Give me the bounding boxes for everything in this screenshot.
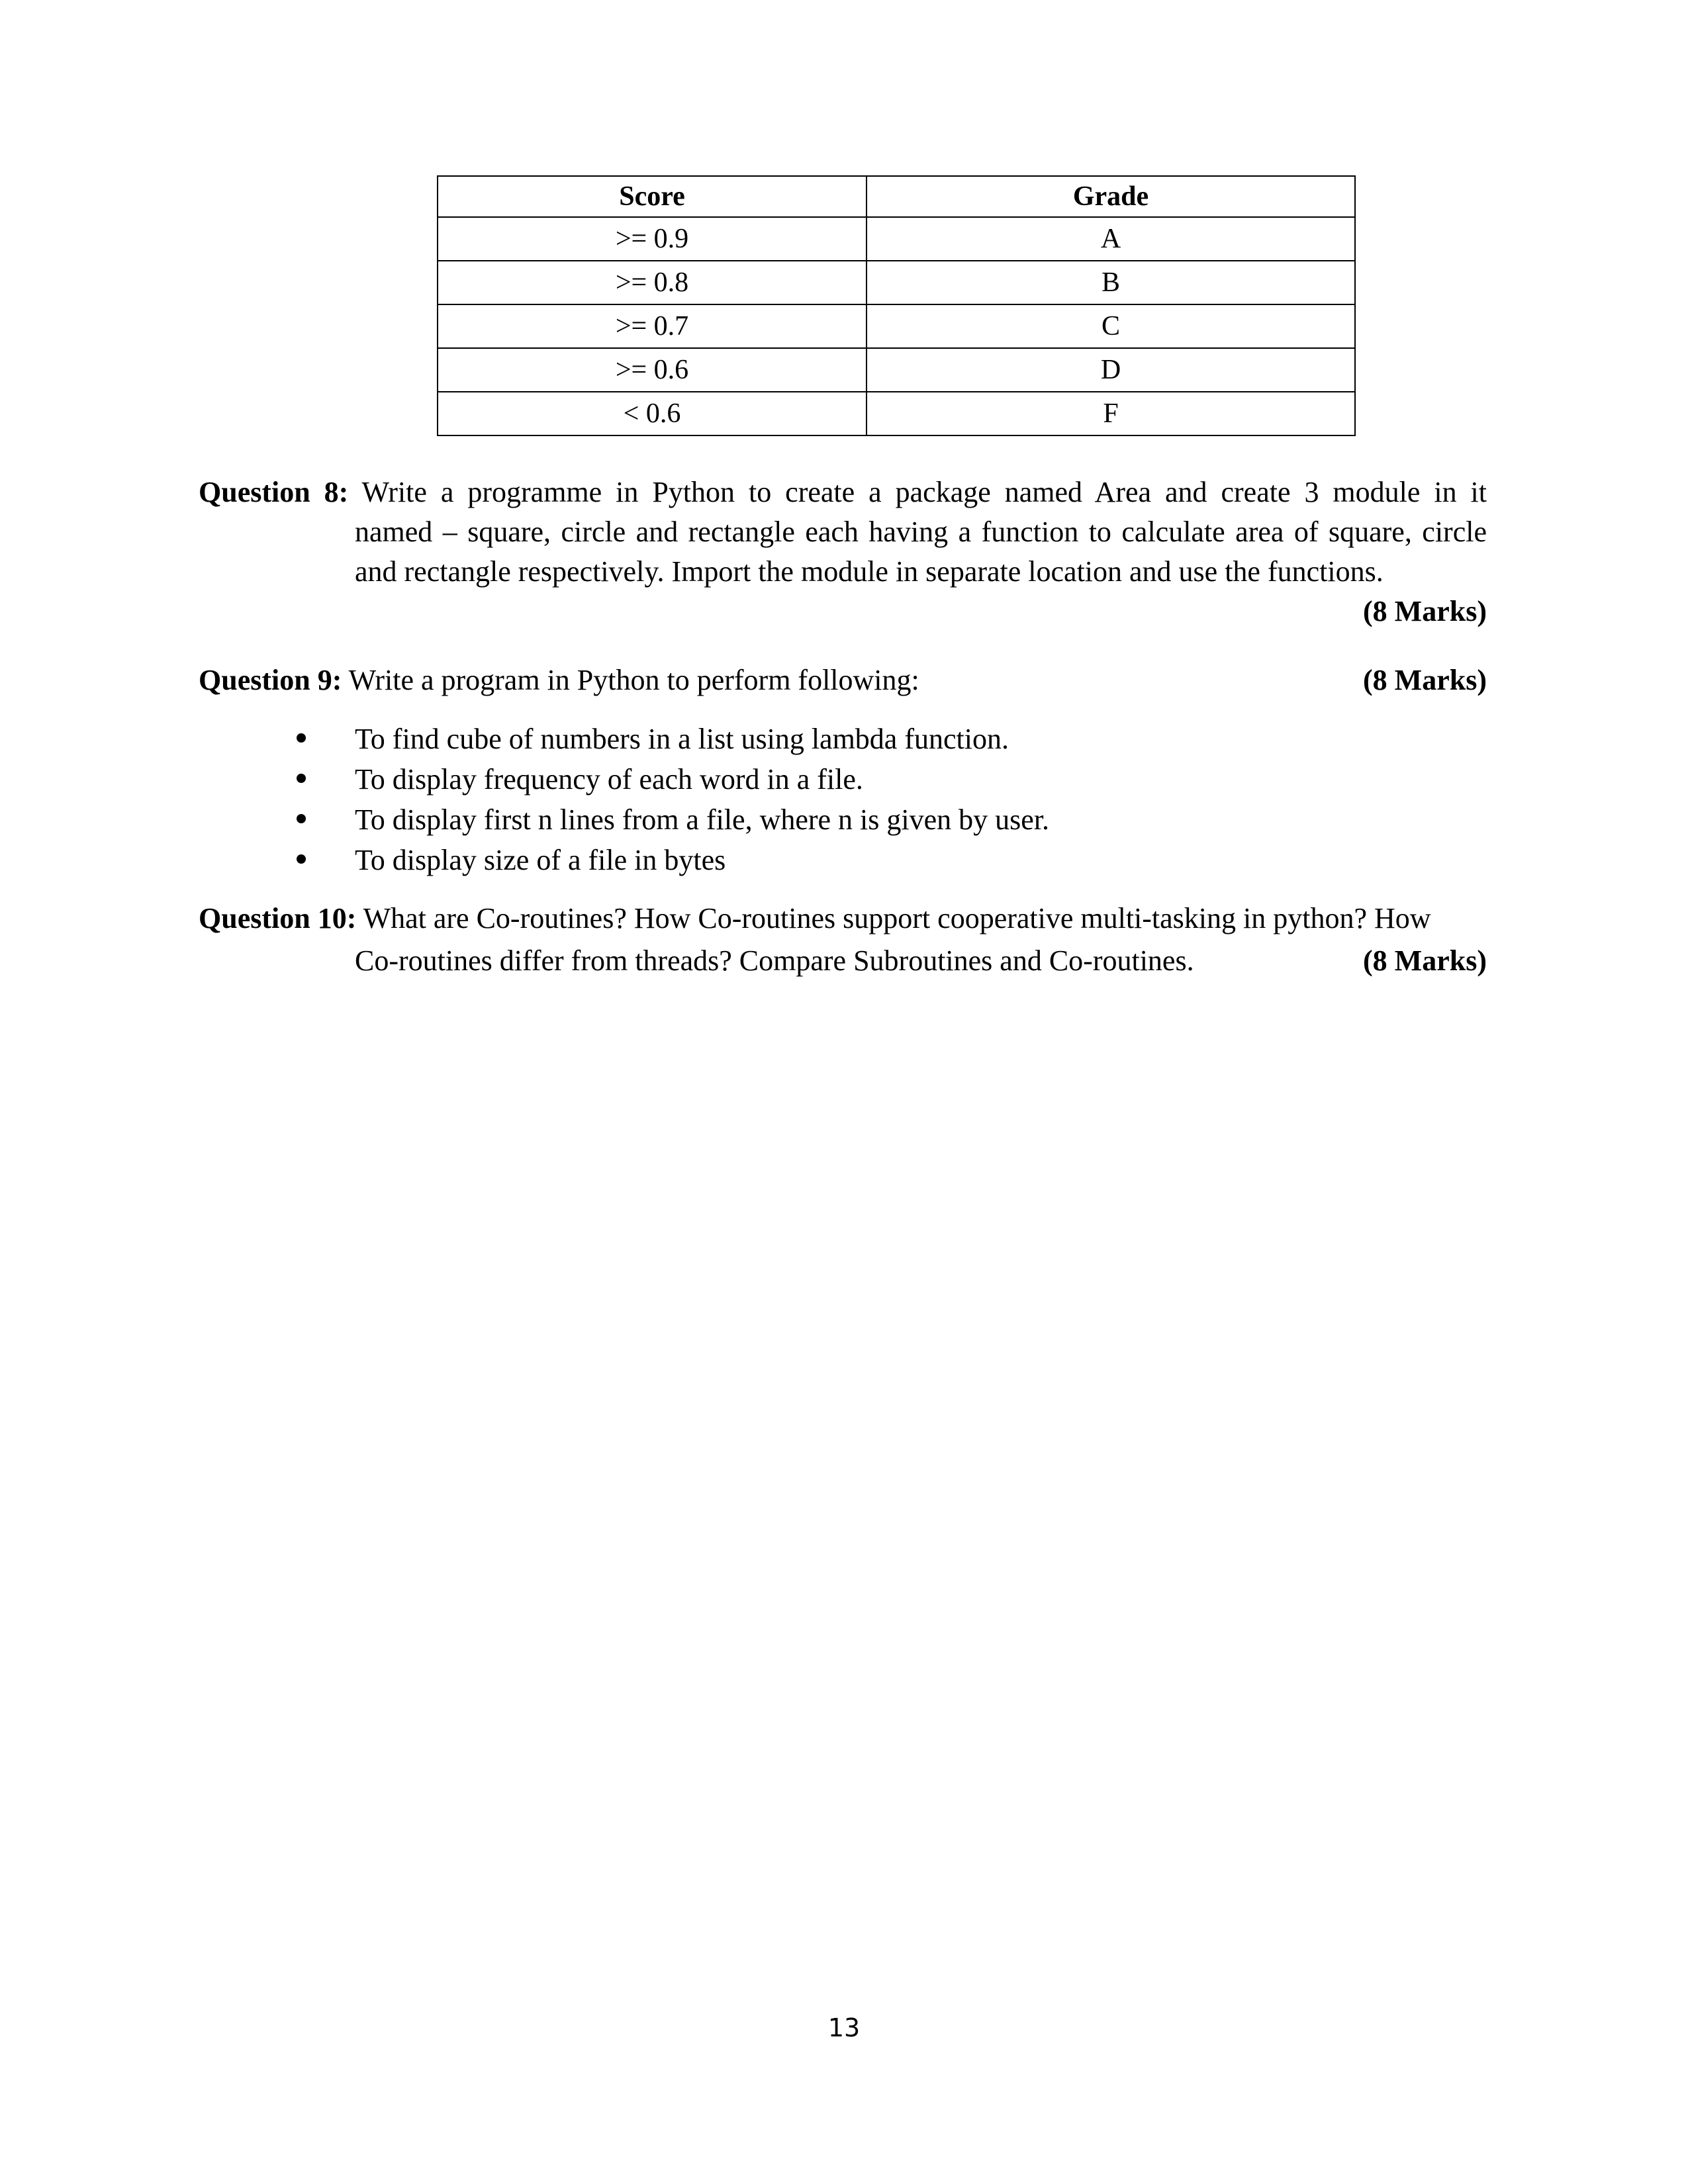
- question-9-text: Write a program in Python to perform following:: [348, 664, 919, 696]
- grade-cell: D: [867, 348, 1355, 392]
- question-10-line-2: [199, 941, 1487, 981]
- question-8-label: Question 8:: [199, 476, 349, 508]
- question-10-marks: (8 Marks): [1363, 944, 1487, 977]
- score-cell: >= 0.9: [438, 217, 867, 261]
- page-number: 13: [827, 2013, 861, 2042]
- score-cell: >= 0.8: [438, 261, 867, 304]
- question-10-label: Question 10:: [199, 902, 357, 934]
- table-row: [438, 304, 1355, 348]
- question-8-line-3: [199, 552, 1487, 592]
- question-8-line-1: [199, 473, 1487, 512]
- list-item-text: To display frequency of each word in a file.: [355, 763, 863, 796]
- score-cell: >= 0.7: [438, 304, 867, 348]
- header-score: Score: [438, 176, 867, 217]
- header-grade: Grade: [867, 176, 1355, 217]
- question-9-bullet-list: [199, 719, 1487, 880]
- question-10-text-line-1: What are Co-routines? How Co-routines support cooperative multi-tasking in python? How: [363, 902, 1431, 934]
- list-item: [199, 759, 1487, 799]
- list-item-text: To display first n lines from a file, where n is given by user.: [355, 803, 1050, 836]
- grade-table: [437, 175, 1356, 436]
- grade-cell: C: [867, 304, 1355, 348]
- grade-cell: F: [867, 392, 1355, 435]
- question-8-text-line-1: Write a programme in Python to create a package named Area and create 3 module in it: [361, 476, 1487, 508]
- question-10-line-1: [199, 899, 1487, 938]
- list-item-text: To display size of a file in bytes: [355, 844, 726, 876]
- score-cell: >= 0.6: [438, 348, 867, 392]
- table-row: [438, 217, 1355, 261]
- table-header-row: [438, 176, 1355, 217]
- question-9-label: Question 9:: [199, 664, 342, 696]
- bullet-icon: [297, 854, 306, 864]
- bullet-icon: [297, 814, 306, 823]
- list-item: [199, 840, 1487, 880]
- list-item-text: To find cube of numbers in a list using lambda function.: [355, 723, 1009, 755]
- table-row: [438, 261, 1355, 304]
- grade-cell: B: [867, 261, 1355, 304]
- list-item: [199, 719, 1487, 759]
- question-8-text-line-2: named – square, circle and rectangle each having a function to calculate area of square, circle: [355, 516, 1487, 548]
- question-10-text-line-2: Co-routines differ from threads? Compare Subroutines and Co-routines.: [355, 944, 1194, 977]
- table-row: [438, 392, 1355, 435]
- grade-cell: A: [867, 217, 1355, 261]
- question-8-marks: (8 Marks): [1363, 595, 1487, 627]
- bullet-icon: [297, 774, 306, 783]
- score-cell: < 0.6: [438, 392, 867, 435]
- table-row: [438, 348, 1355, 392]
- list-item: [199, 799, 1487, 840]
- question-9-line: [199, 660, 1487, 700]
- question-9-marks: (8 Marks): [1363, 664, 1487, 696]
- question-8: [199, 473, 1487, 631]
- question-10: [199, 899, 1487, 981]
- question-8-line-2: [199, 512, 1487, 552]
- question-9: [199, 660, 1487, 700]
- question-8-text-line-3: and rectangle respectively. Import the module in separate location and use the functions.: [355, 555, 1383, 588]
- bullet-icon: [297, 733, 306, 743]
